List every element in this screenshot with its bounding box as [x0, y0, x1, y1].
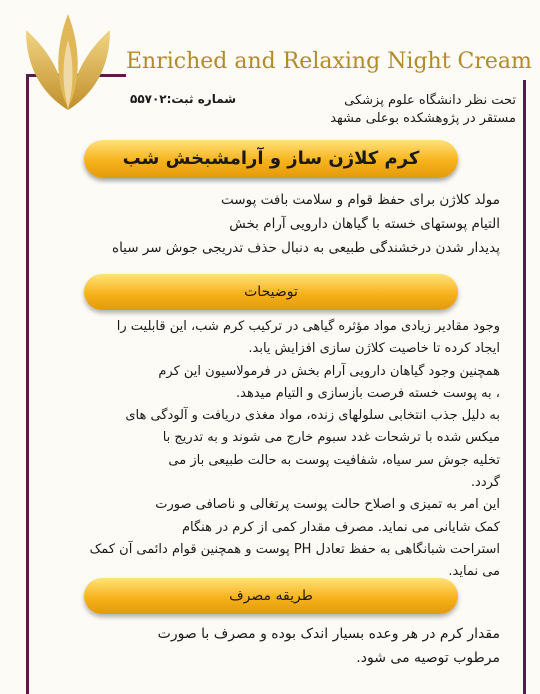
description-line: همچنین وجود گیاهان دارویی آرام بخش در فرمولاسیون این کرم — [158, 363, 500, 379]
feature-item: التیام پوستهای خسته با گیاهان دارویی آرام بخش — [229, 216, 500, 232]
description-line: گردد. — [470, 475, 500, 491]
description-line: ، به پوست خسته فرصت بازسازی و التیام میدهد. — [236, 385, 500, 401]
description-line: این امر به تمیزی و اصلاح حالت پوست پرتغالی و ناصافی صورت — [155, 497, 500, 513]
description-text — [42, 316, 500, 584]
university-line-2: مستقر در پژوهشکده بوعلی مشهد — [330, 111, 516, 126]
feature-item: پدیدار شدن درخشندگی طبیعی به دنبال حذف تدریجی جوش سر سیاه — [112, 240, 500, 256]
product-title: کرم کلاژن ساز و آرامشبخش شب — [84, 140, 458, 178]
university-info — [216, 92, 516, 128]
feature-item: مولد کلاژن برای حفظ قوام و سلامت بافت پوست — [221, 192, 500, 208]
description-line: استراحت شبانگاهی به حفظ تعادل PH پوست و همچنین قوام دائمی آن کمک — [89, 541, 500, 557]
leaf-logo-icon — [4, 0, 132, 120]
university-line-1: تحت نظر دانشگاه علوم پزشکی — [344, 93, 516, 108]
description-line: ایجاد کرده تا خاصیت کلاژن سازی افزایش یابد. — [248, 341, 500, 357]
usage-line: مقدار کرم در هر وعده بسیار اندک بوده و مصرف با صورت — [157, 626, 500, 642]
usage-text — [42, 622, 500, 670]
usage-heading: طریقه مصرف — [84, 578, 458, 614]
description-line: کمک شایانی می نماید. مصرف مقدار کمی از کرم در هنگام — [181, 519, 500, 535]
description-line: میکس شده با ترشحات غدد سبوم خارج می شوند و به تدریج با — [162, 430, 500, 446]
usage-line: مرطوب توصیه می شود. — [356, 650, 500, 666]
description-line: به دلیل جذب انتخابی سلولهای زنده، مواد مغذی دریافت و آلودگی های — [125, 408, 500, 424]
features-list — [70, 188, 500, 260]
description-line: تخلیه جوش سر سیاه، شفافیت پوست به حالت طبیعی باز می — [168, 452, 500, 468]
description-line: می نماید. — [448, 564, 500, 580]
english-title: Enriched and Relaxing Night Cream — [126, 44, 536, 80]
description-line: وجود مقادیر زیادی مواد مؤثره گیاهی در ترکیب کرم شب، این قابلیت را — [116, 319, 500, 334]
registration-number: شماره ثبت:۵۵۷۰۲ — [130, 92, 237, 106]
description-heading: توضیحات — [84, 274, 458, 310]
